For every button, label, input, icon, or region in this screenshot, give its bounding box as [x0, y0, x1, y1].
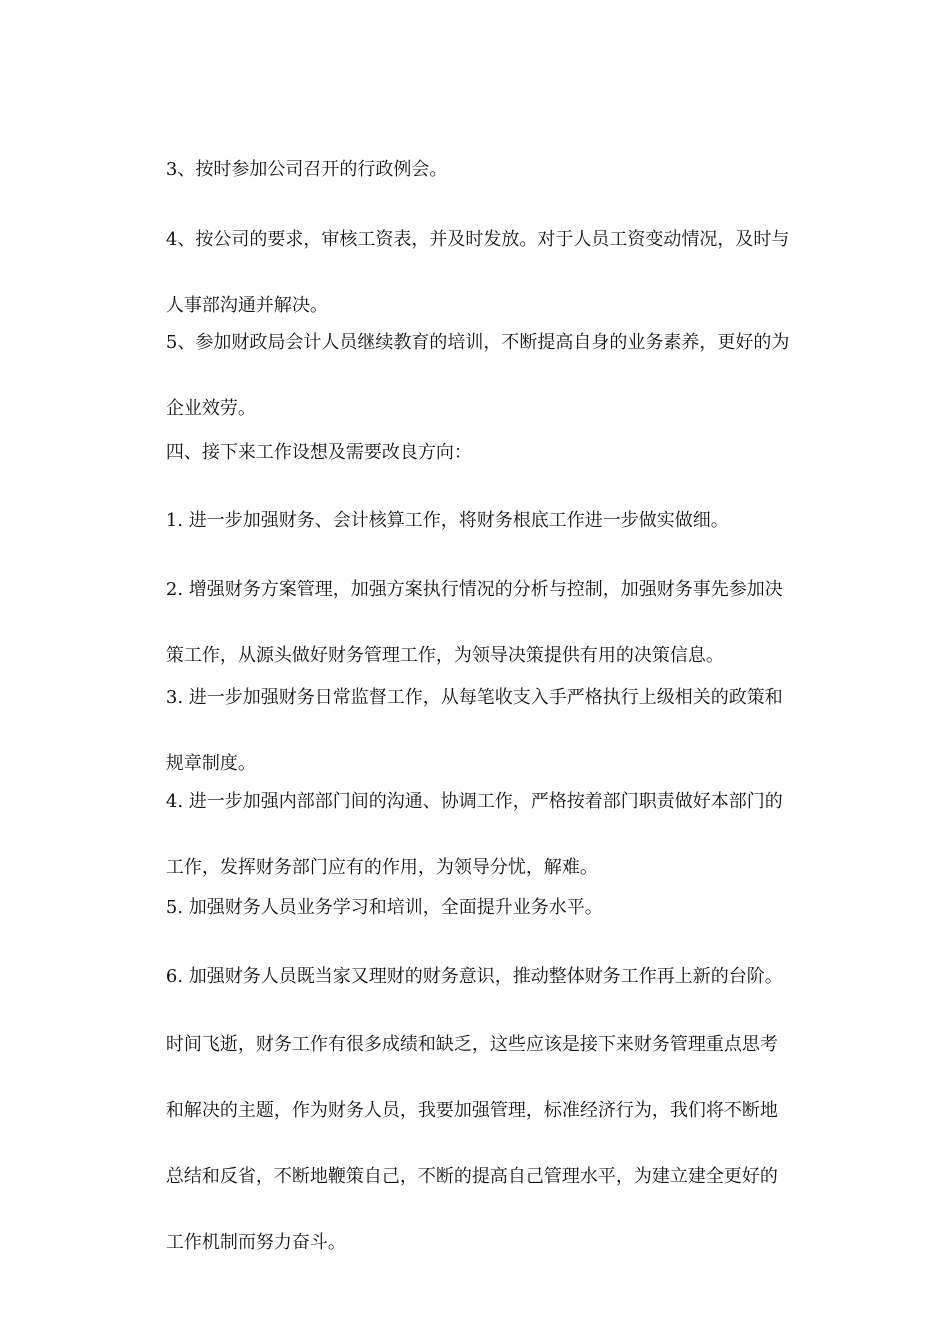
line: 规章制度。	[165, 753, 256, 774]
line: 企业效劳。	[165, 398, 256, 419]
line: 3、按时参加公司召开的行政例会。	[165, 159, 448, 180]
line: 时间飞逝，财务工作有很多成绩和缺乏，这些应该是接下来财务管理重点思考	[165, 1034, 778, 1055]
line: 1. 进一步加强财务、会计核算工作，将财务根底工作进一步做实做细。	[165, 510, 729, 531]
line: 策工作，从源头做好财务管理工作，为领导决策提供有用的决策信息。	[165, 645, 724, 666]
line: 3. 进一步加强财务日常监督工作，从每笔收支入手严格执行上级相关的政策和	[165, 687, 783, 708]
line: 工作，发挥财务部门应有的作用，为领导分忧，解难。	[165, 857, 598, 878]
line: 四、接下来工作设想及需要改良方向：	[165, 442, 472, 463]
document-page	[143, 0, 813, 1344]
line: 总结和反省，不断地鞭策自己，不断的提高自己管理水平，为建立建全更好的	[165, 1166, 778, 1187]
line: 5、参加财政局会计人员继续教育的培训，不断提高自身的业务素养，更好的为	[165, 332, 790, 353]
line: 和解决的主题，作为财务人员，我要加强管理，标准经济行为，我们将不断地	[165, 1100, 778, 1121]
line: 4、按公司的要求，审核工资表，并及时发放。对于人员工资变动情况，及时与	[165, 229, 790, 250]
line: 6. 加强财务人员既当家又理财的财务意识，推动整体财务工作再上新的台阶。	[165, 966, 783, 987]
line: 人事部沟通并解决。	[165, 295, 328, 316]
line: 工作机制而努力奋斗。	[165, 1232, 346, 1253]
line: 4. 进一步加强内部部门间的沟通、协调工作，严格按着部门职责做好本部门的	[165, 791, 783, 812]
line: 2. 增强财务方案管理，加强方案执行情况的分析与控制，加强财务事先参加决	[165, 579, 783, 600]
line: 5. 加强财务人员业务学习和培训，全面提升业务水平。	[165, 897, 603, 918]
closing-paragraph	[143, 995, 813, 1292]
